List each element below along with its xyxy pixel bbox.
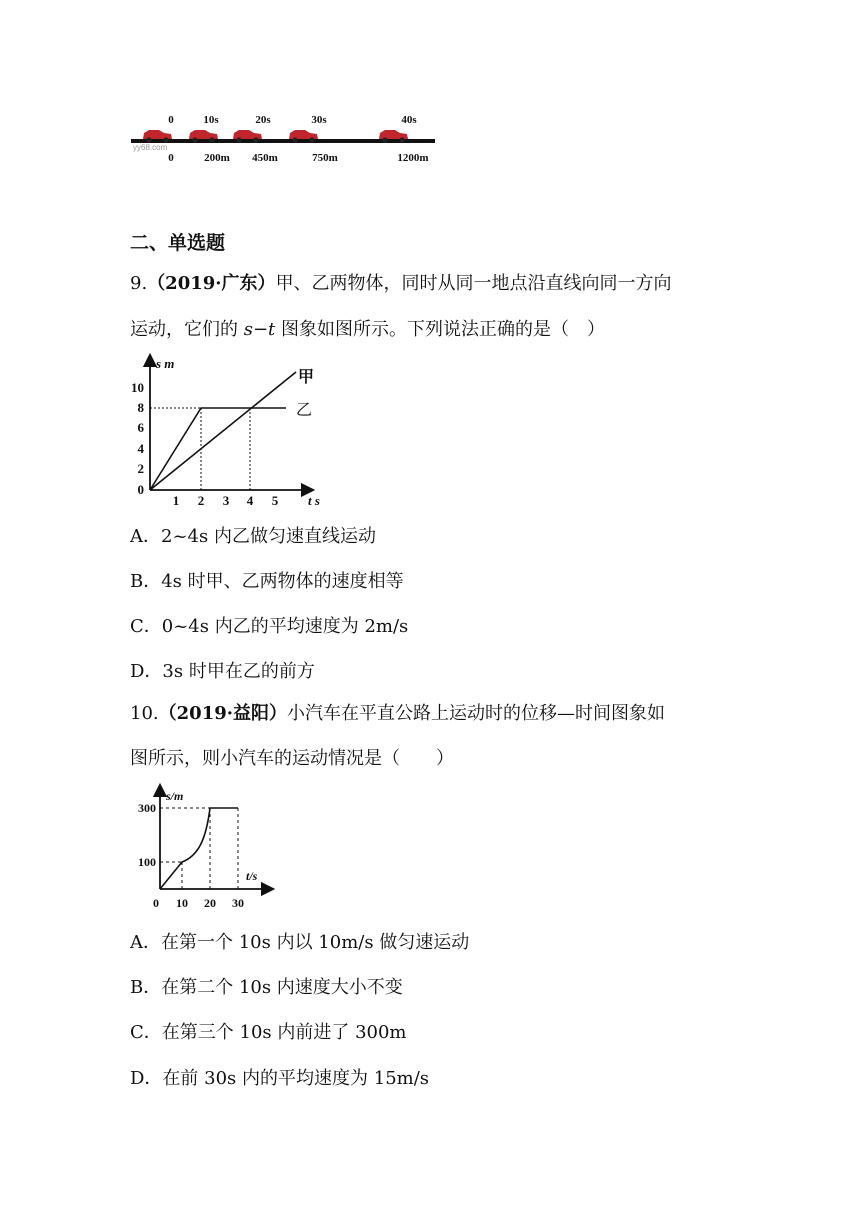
distance-label-200m: 200m — [204, 152, 230, 164]
q9-line1 — [130, 273, 672, 295]
q10-x-tick-0: 0 — [153, 896, 159, 910]
q9-option-a: A．2~4s 内乙做匀速直线运动 — [130, 526, 376, 547]
q10-y-axis-label: s/m — [166, 789, 184, 803]
q10-y-tick-100: 100 — [138, 855, 156, 869]
q10-y-tick-300: 300 — [138, 801, 156, 815]
q10-number: 10. — [130, 703, 159, 724]
q9-line-yi — [150, 408, 286, 490]
car-motion-figure — [125, 108, 445, 168]
q9-st-graph — [126, 352, 326, 512]
q10-option-b: B．在第二个 10s 内速度大小不变 — [130, 977, 403, 998]
q9-x-axis-label: t s — [308, 493, 320, 508]
q9-y-tick-4: 4 — [137, 441, 144, 456]
q9-label-jia: 甲 — [298, 367, 315, 386]
q9-x-tick-5: 5 — [271, 493, 279, 508]
q10-x-tick-10: 10 — [176, 896, 188, 910]
q10-option-c: C．在第三个 10s 内前进了 300m — [130, 1022, 407, 1043]
q9-y-tick-10: 10 — [131, 380, 144, 395]
q10-x-tick-30: 30 — [232, 896, 244, 910]
q10-x-axis-label: t/s — [246, 869, 258, 883]
q10-line2: 图所示，则小汽车的运动情况是（ ） — [130, 748, 454, 769]
q9-y-tick-0: 0 — [137, 482, 144, 497]
watermark: yy68.com — [133, 143, 168, 152]
q9-line2 — [130, 319, 605, 341]
time-label-20s: 20s — [255, 114, 271, 126]
q9-text-line1: 甲、乙两物体，同时从同一地点沿直线向同一方向 — [275, 273, 672, 294]
time-label-30s: 30s — [311, 114, 327, 126]
q10-option-d: D．在前 30s 内的平均速度为 15m/s — [130, 1068, 430, 1089]
q9-variable: s−t — [243, 319, 276, 340]
distance-label-450m: 450m — [252, 152, 278, 164]
q9-y-tick-6: 6 — [137, 420, 144, 435]
time-label-0: 0 — [168, 114, 174, 126]
q9-x-tick-1: 1 — [172, 493, 180, 508]
q9-text-line2a: 运动，它们的 — [130, 319, 244, 340]
q9-y-tick-2: 2 — [137, 461, 144, 476]
q9-option-b: B．4s 时甲、乙两物体的速度相等 — [130, 571, 404, 592]
q9-option-c: C．0~4s 内乙的平均速度为 2m/s — [130, 616, 409, 637]
q10-line1 — [130, 703, 665, 725]
section-title: 二、单选题 — [130, 232, 226, 254]
q9-x-tick-3: 3 — [222, 493, 230, 508]
distance-label-0: 0 — [168, 152, 174, 164]
q9-y-axis-label: s m — [156, 356, 175, 371]
q10-option-a: A．在第一个 10s 内以 10m/s 做匀速运动 — [130, 932, 470, 953]
distance-label-750m: 750m — [312, 152, 338, 164]
q9-line-jia — [150, 372, 296, 490]
distance-label-1200m: 1200m — [397, 152, 429, 164]
road-line — [131, 139, 435, 143]
q9-option-d: D．3s 时甲在乙的前方 — [130, 661, 315, 682]
time-label-10s: 10s — [203, 114, 219, 126]
q10-x-tick-20: 20 — [204, 896, 216, 910]
q10-displacement-curve — [160, 808, 238, 889]
q10-text-line1: 小汽车在平直公路上运动时的位移—时间图象如 — [287, 703, 666, 724]
q9-text-line2b: 图象如图所示。下列说法正确的是（ ） — [275, 319, 606, 340]
q9-x-tick-2: 2 — [197, 493, 205, 508]
q9-label-yi: 乙 — [296, 400, 313, 419]
q9-x-tick-4: 4 — [246, 493, 254, 508]
q10-st-graph — [128, 782, 278, 912]
q9-y-tick-8: 8 — [137, 400, 144, 415]
time-label-40s: 40s — [401, 114, 417, 126]
q9-number: 9. — [130, 273, 148, 294]
q10-source: （2019·益阳） — [158, 703, 288, 724]
q9-source: （2019·广东） — [147, 273, 276, 294]
